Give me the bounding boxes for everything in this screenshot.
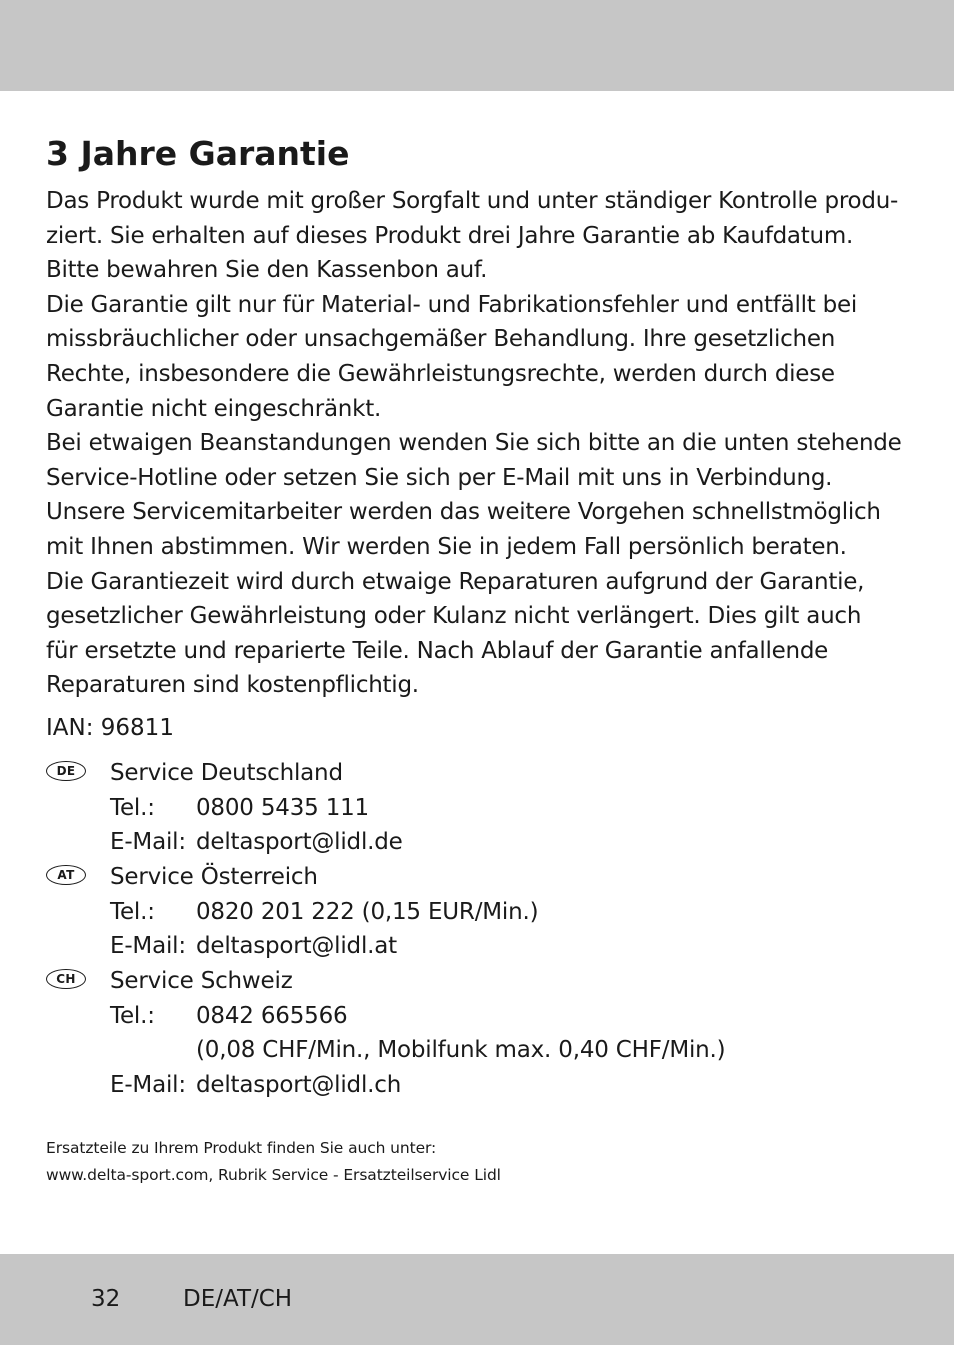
text-line: Reparaturen sind kostenpflichtig. <box>46 672 419 699</box>
service-email-ch: deltasport@lidl.ch <box>196 1071 402 1098</box>
text-line: Bitte bewahren Sie den Kassenbon auf. <box>46 257 488 284</box>
text-line: mit Ihnen abstimmen. Wir werden Sie in jedem Fall persönlich beraten. <box>46 533 847 560</box>
ian-number: IAN: 96811 <box>46 715 174 741</box>
tel-label: Tel.: <box>110 898 155 925</box>
page-number: 32 <box>91 1286 121 1312</box>
service-email-de: deltasport@lidl.de <box>196 829 403 856</box>
email-label: E-Mail: <box>110 933 186 960</box>
text-line: für ersetzte und reparierte Teile. Nach Ablauf der Garantie anfallende <box>46 637 829 664</box>
service-tel-at: 0820 201 222 (0,15 EUR/Min.) <box>196 898 539 925</box>
page-footer <box>91 1279 292 1319</box>
service-tel-row-at <box>110 895 538 930</box>
service-email-row-ch <box>110 1068 725 1103</box>
service-tel-note-ch: (0,08 CHF/Min., Mobilfunk max. 0,40 CHF/Min.) <box>196 1037 726 1064</box>
page-title: 3 Jahre Garantie <box>46 134 350 173</box>
text-line: Rechte, insbesondere die Gewährleistungsrechte, werden durch diese <box>46 360 835 387</box>
text-line: ziert. Sie erhalten auf dieses Produkt drei Jahre Garantie ab Kaufdatum. <box>46 222 854 249</box>
service-tel-row-ch <box>110 999 725 1034</box>
service-details-at <box>110 860 538 964</box>
text-line: gesetzlicher Gewährleistung oder Kulanz nicht verlängert. Dies gilt auch <box>46 603 862 630</box>
country-de-icon: DE <box>46 761 86 781</box>
email-label: E-Mail: <box>110 1071 186 1098</box>
service-tel-de: 0800 5435 111 <box>196 794 369 821</box>
service-email-row-de <box>110 825 403 860</box>
text-line: Garantie nicht eingeschränkt. <box>46 395 382 422</box>
text-line: Bei etwaigen Beanstandungen wenden Sie sich bitte an die unten stehende <box>46 430 902 457</box>
country-at-icon: AT <box>46 865 86 885</box>
service-details-ch <box>110 964 725 1102</box>
spare-parts-line: Ersatzteile zu Ihrem Produkt finden Sie auch unter: <box>46 1139 437 1157</box>
text-line: Service-Hotline oder setzen Sie sich per E-Mail mit uns in Verbindung. <box>46 464 833 491</box>
text-line: Das Produkt wurde mit großer Sorgfalt und unter ständiger Kontrolle produ- <box>46 188 899 214</box>
service-name-ch: Service Schweiz <box>110 968 293 994</box>
text-line: missbräuchlicher oder unsachgemäßer Behandlung. Ihre gesetzlichen <box>46 326 836 353</box>
text-line: Die Garantiezeit wird durch etwaige Reparaturen aufgrund der Garantie, <box>46 568 865 595</box>
country-ch-icon: CH <box>46 969 86 989</box>
tel-label: Tel.: <box>110 1002 155 1029</box>
service-tel-ch: 0842 665566 <box>196 1002 348 1029</box>
warranty-text <box>46 184 914 703</box>
spare-parts-note <box>46 1135 501 1189</box>
service-details-de <box>110 756 403 860</box>
header-band <box>0 0 954 91</box>
service-name-de: Service Deutschland <box>110 760 343 786</box>
text-line: Die Garantie gilt nur für Material- und Fabrikationsfehler und entfällt bei <box>46 291 858 318</box>
tel-label: Tel.: <box>110 794 155 821</box>
service-tel-row-de <box>110 791 403 826</box>
spare-parts-url: www.delta-sport.com, Rubrik Service - Ersatzteilservice Lidl <box>46 1166 501 1184</box>
text-line: Unsere Servicemitarbeiter werden das weitere Vorgehen schnellstmöglich <box>46 499 881 526</box>
service-email-row-at <box>110 929 538 964</box>
service-email-at: deltasport@lidl.at <box>196 933 397 960</box>
footer-region: DE/AT/CH <box>183 1286 293 1312</box>
service-tel-note-row-ch <box>110 1033 725 1068</box>
email-label: E-Mail: <box>110 829 186 856</box>
service-name-at: Service Österreich <box>110 864 318 890</box>
